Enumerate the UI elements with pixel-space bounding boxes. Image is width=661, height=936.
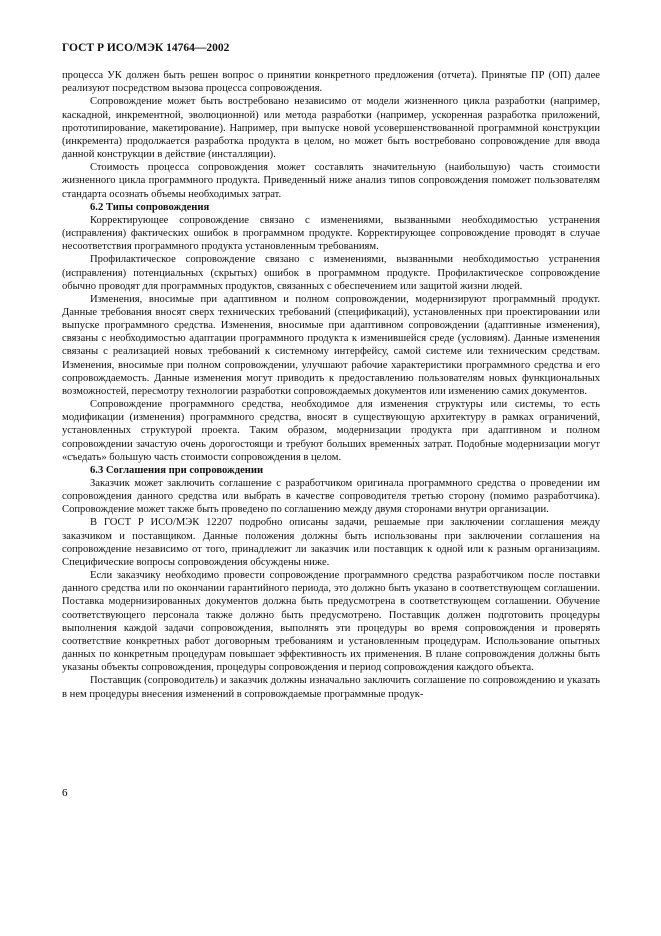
paragraph: Если заказчику необходимо провести сопровождение программного средства разработчиком после поставки данного средства или по окончании гарантийного периода, это должно быть указано в соответствующем соглашении. Поставка модернизированных документов должна быть предусмотрена в соответствующем соглашении. Обучение соответствующего персонала также должно быть предусмотрено. Поставщик должен подготовить процедуры выполнения каждой задачи сопровождения, выполнять эти процедуры во время сопровождения и проверять соответствие конкретных работ договорным требованиям и установленным процедурам. Использование опытных данных по конкретным процедурам повышает эффективность их применения. В плане сопровождения должны быть указаны объекты сопровождения, процедуры сопровождения и период сопровождения каждого объекта. [62, 570, 600, 674]
paragraph: Заказчик может заключить соглашение с разработчиком оригинала программного средства о проведении им сопровождения данного средства или выбрать в качестве сопроводителя третью сторону (помимо разработчика). Сопровождение может также быть проведено по соглашению между двумя сторонами внутри организации. [62, 478, 600, 516]
paragraph: Стоимость процесса сопровождения может составлять значительную (наибольшую) часть стоимости жизненного цикла программного продукта. Приведенный ниже анализ типов сопровождения поможет пользователям стандарта осознать объемы необходимых затрат. [62, 162, 600, 200]
section-heading-6-2: 6.2 Типы сопровождения [90, 201, 210, 213]
running-header: ГОСТ Р ИСО/МЭК 14764—2002 [62, 42, 230, 54]
paragraph: Изменения, вносимые при адаптивном и полном сопровождении, модернизируют программный продукт. Данные требования вносят сверх технических требований (спецификаций), установленных при проектировании или выпуске программного средства. Изменения, вносимые при адаптивном сопровождении (адаптивные изменения), связаны с необходимостью адаптации программного продукта к изменившейся среде (условиям). Данные изменения связаны с реализацией новых требований к системному интерфейсу, самой системе или техническим средствам. Изменения, вносимые при полном сопровождении, улучшают рабочие характеристики программного средства и его сопровождаемость. Данные изменения могут приводить к предоставлению пользователям новых функциональных возможностей, пересмотру технологии разработки сопровождаемых документов или изменению самих документов. [62, 293, 600, 397]
paragraph: Сопровождение может быть востребовано независимо от модели жизненного цикла разработки (например, каскадной, инкрементной, эволюционной) или метода разработки (например, ускоренная разработка приложений, прототипирование, макетирование). Например, при выпуске новой усовершенствованной программной конструкции (инкремента) продолжается разработка продукта в целом, но может быть востребовано сопровождение для ввода данной конструкции в действие (инсталляции). [62, 96, 600, 161]
paragraph: Профилактическое сопровождение связано с изменениями, вызванными необходимостью устранения (исправления) потенциальных (скрытых) ошибок в программном продукте. Профилактическое сопровождение обычно проводят для программных продуктов, связанных с обеспечением или защитой жизни людей. [62, 254, 600, 292]
paragraph: процесса УК должен быть решен вопрос о принятии конкретного предложения (отчета). Принятые ПР (ОП) далее реализуют посредством вызова процесса сопровождения. [62, 70, 600, 95]
paragraph: В ГОСТ Р ИСО/МЭК 12207 подробно описаны задачи, решаемые при заключении соглашения между заказчиком и поставщиком. Данные положения должны быть использованы при заключении соглашения на сопровождение независимо от того, принадлежит ли заказчик или поставщик к одной или к разным организациям. Специфические вопросы сопровождения обсуждены ниже. [62, 517, 600, 568]
paragraph: Поставщик (сопроводитель) и заказчик должны изначально заключить соглашение по сопровождению и указать в нем процедуры внесения изменений в сопровождаемые программные продук- [62, 675, 600, 700]
section-heading-6-3: 6.3 Соглашения при сопровождении [90, 464, 264, 476]
document-page [62, 42, 600, 701]
paragraph: Сопровождение программного средства, необходимое для изменения структуры или системы, то есть модификации (изменения) программного средства, вносят в существующую архитектуру в рамках ограничений, установленных структурой проекта. Таким образом, модернизации продукта при адаптивном и полном сопровождении зачастую очень дорогостоящи и требуют больших временны́х затрат. Подобные модернизации могут «съедать» большую часть стоимости сопровождения в целом. [62, 399, 600, 463]
paragraph: Корректирующее сопровождение связано с изменениями, вызванными необходимостью устранения (исправления) фактических ошибок в программном продукте. Корректирующее сопровождение проводят в случае несоответствия программного продукта установленным требованиям. [62, 214, 600, 253]
page-number: 6 [62, 787, 68, 799]
